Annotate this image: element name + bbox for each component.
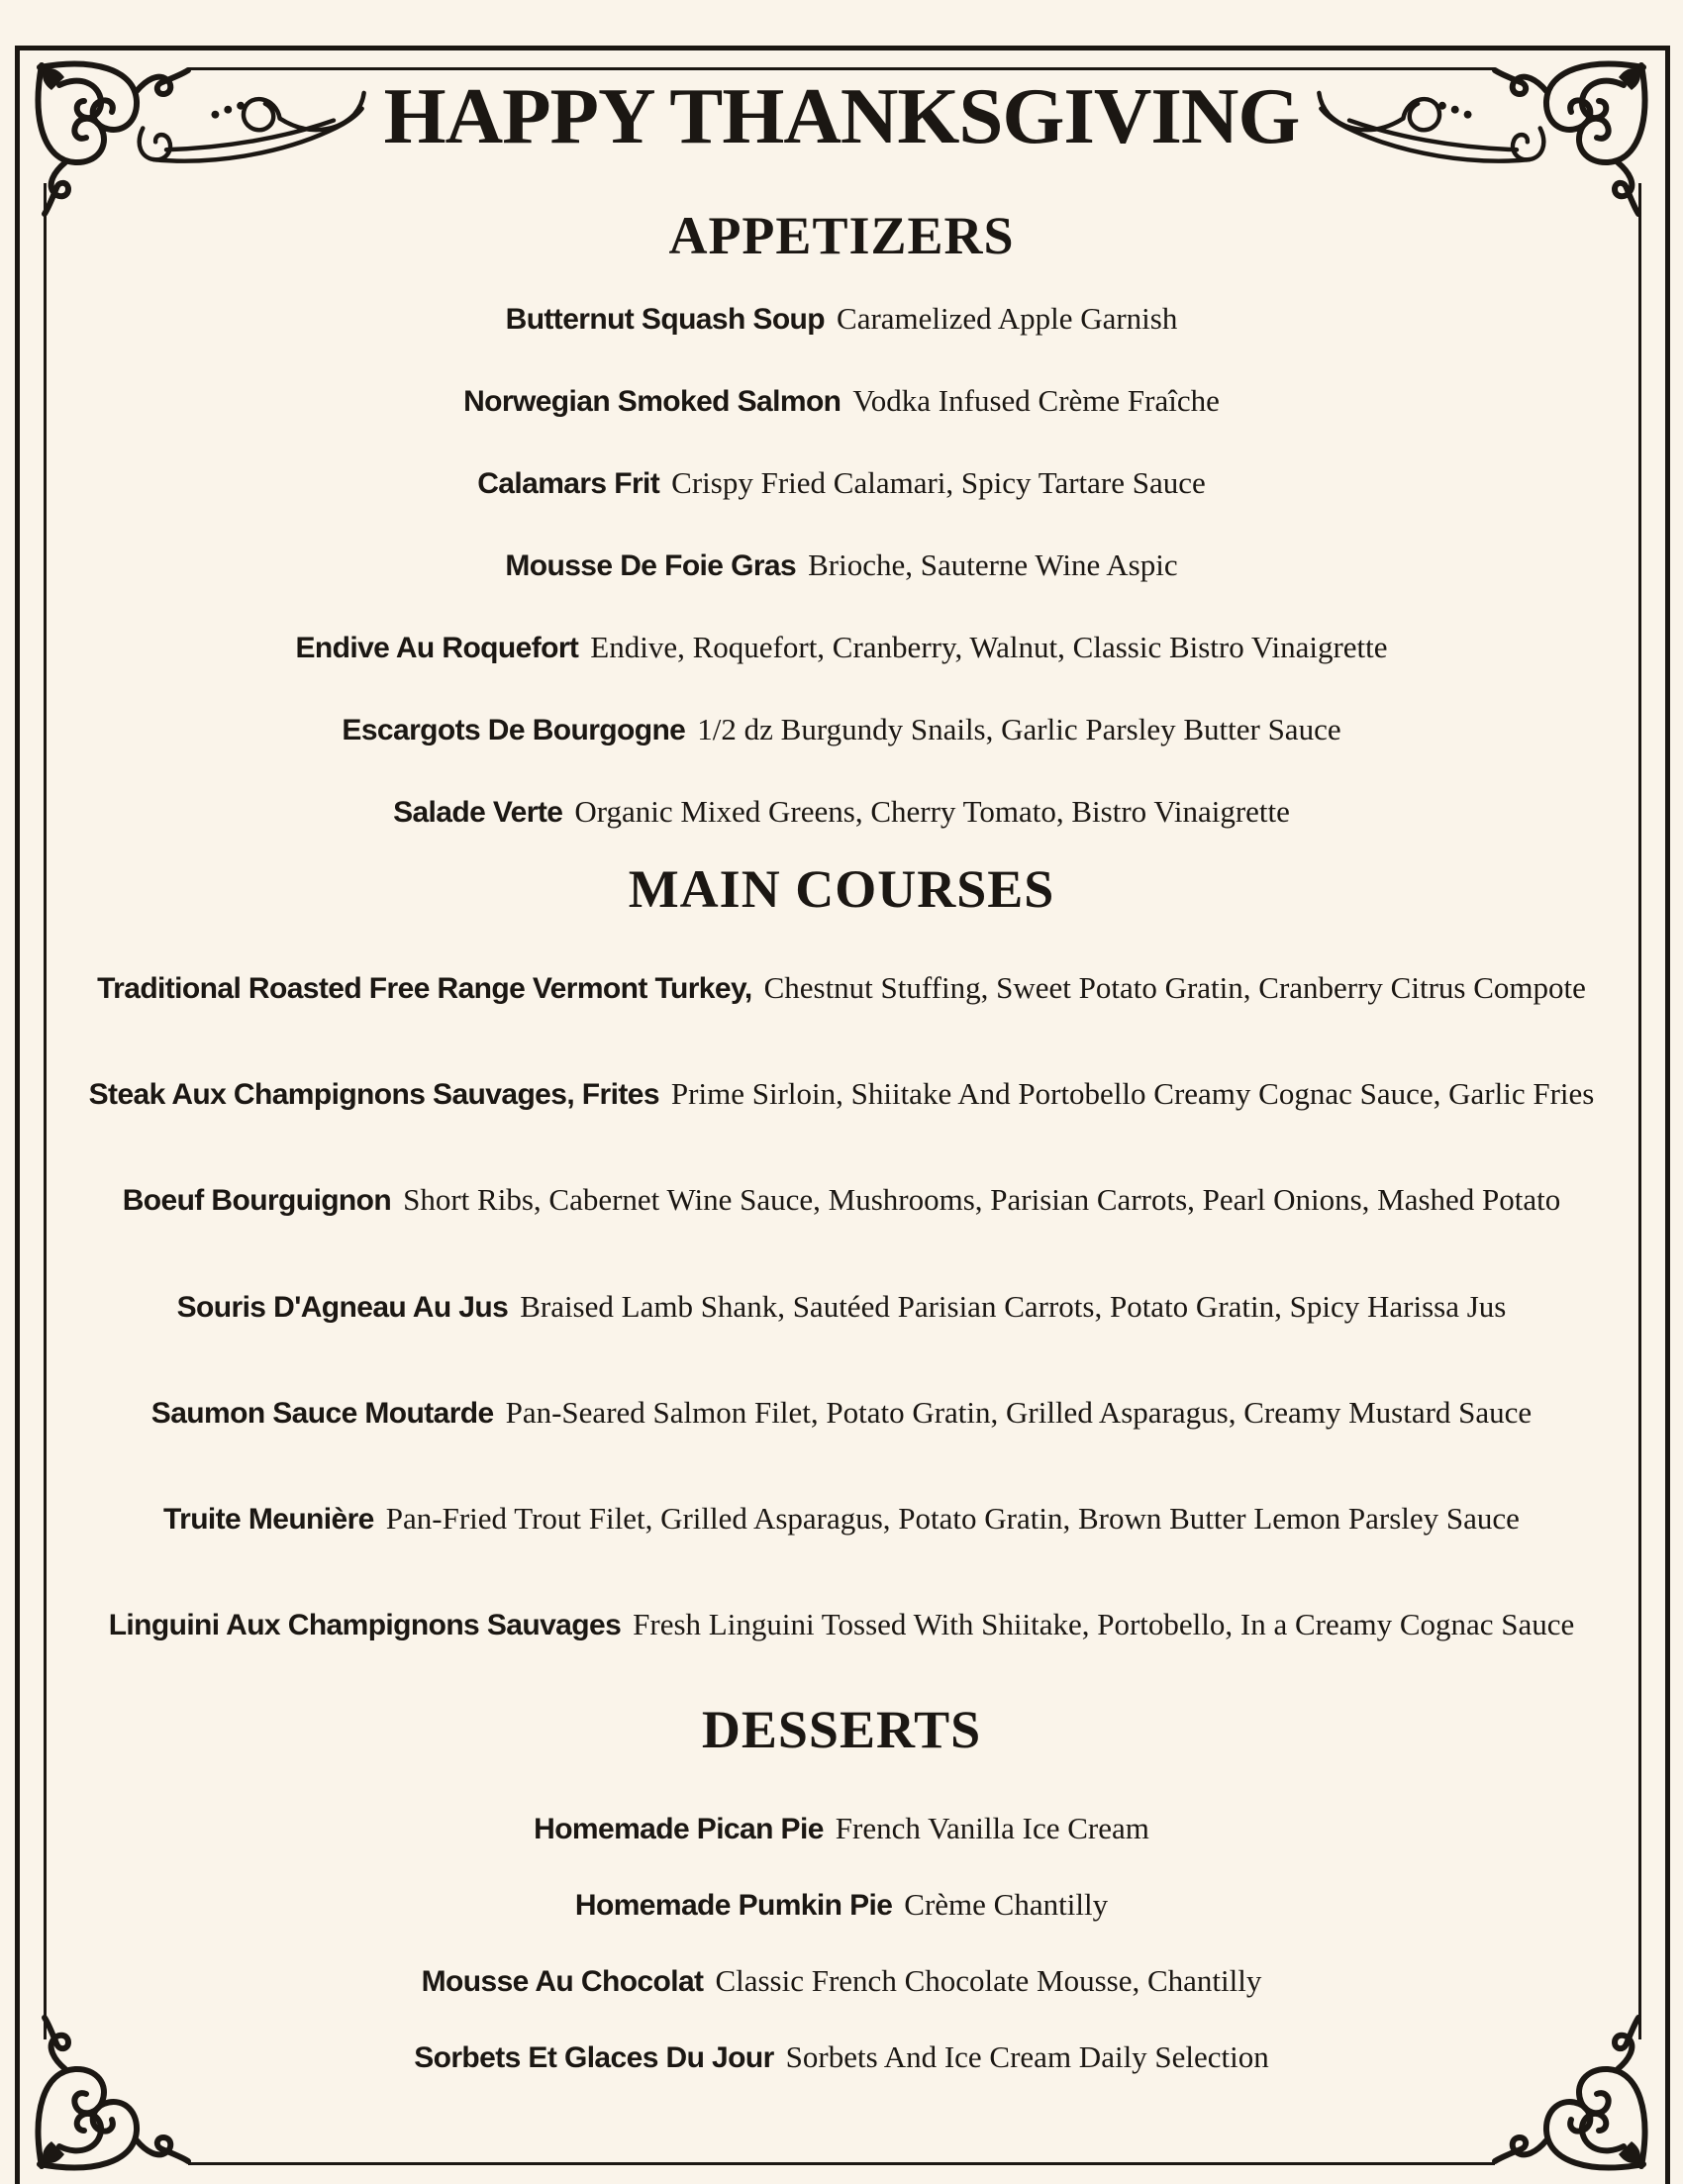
section-heading-desserts: DESSERTS (701, 1700, 982, 1759)
dish-description: Caramelized Apple Garnish (837, 301, 1178, 336)
dish-name: Homemade Pumkin Pie (574, 1889, 893, 1922)
dish-description: Fresh Linguini Tossed With Shiitake, Portobello, In a Creamy Cognac Sauce (633, 1607, 1575, 1641)
menu-item (40, 2037, 1643, 2083)
dish-name: Steak Aux Champignons Sauvages, Frites (88, 1078, 659, 1111)
dish-description: Prime Sirloin, Shiitake And Portobello Creamy Cognac Sauce, Garlic Fries (670, 1076, 1595, 1111)
dish-description: 1/2 dz Burgundy Snails, Garlic Parsley Butter Sauce (697, 712, 1341, 746)
menu-item (40, 299, 1643, 345)
dish-description: Crispy Fried Calamari, Spicy Tartare Sauce (671, 465, 1206, 500)
menu-item (40, 628, 1643, 673)
menu-item (40, 1393, 1643, 1439)
dish-name: Mousse De Foie Gras (505, 549, 797, 582)
dish-description: Endive, Roquefort, Cranberry, Walnut, Classic Bistro Vinaigrette (590, 630, 1388, 664)
page-title: HAPPY THANKSGIVING (383, 71, 1300, 160)
dish-name: Salade Verte (393, 796, 563, 829)
title-flourish-right-icon (1315, 85, 1550, 168)
dish-name: Boeuf Bourguignon (122, 1184, 392, 1217)
menu-item (40, 968, 1643, 1014)
menu-item (40, 792, 1643, 838)
menu-item (40, 546, 1643, 591)
dish-name: Traditional Roasted Free Range Vermont Turkey, (97, 972, 752, 1005)
menu-item (40, 1287, 1643, 1333)
menu-item (40, 1961, 1643, 2007)
menu-item (40, 1605, 1643, 1650)
dish-description: French Vanilla Ice Cream (835, 1811, 1149, 1845)
dish-name: Truite Meunière (163, 1503, 374, 1536)
menu-item (40, 710, 1643, 755)
inner-border-bottom (188, 2162, 1495, 2165)
title-row (0, 63, 1683, 168)
dish-description: Classic French Chocolate Mousse, Chantilly (715, 1963, 1262, 1998)
dish-name: Homemade Pican Pie (534, 1813, 824, 1845)
dish-description: Sorbets And Ice Cream Daily Selection (785, 2039, 1269, 2074)
dish-name: Mousse Au Chocolat (421, 1965, 704, 1998)
dish-name: Norwegian Smoked Salmon (463, 385, 842, 418)
dish-description: Organic Mixed Greens, Cherry Tomato, Bistro Vinaigrette (574, 794, 1290, 829)
dish-description: Crème Chantilly (904, 1887, 1109, 1922)
dish-description: Pan-Fried Trout Filet, Grilled Asparagus, Potato Gratin, Brown Butter Lemon Parsley Sauce (385, 1501, 1520, 1536)
dish-name: Linguini Aux Champignons Sauvages (108, 1609, 622, 1641)
dish-name: Calamars Frit (477, 467, 660, 500)
dish-name: Saumon Sauce Moutarde (150, 1397, 494, 1430)
dish-name: Escargots De Bourgogne (342, 714, 686, 746)
menu-item (40, 463, 1643, 509)
dish-description: Vodka Infused Crème Fraîche (852, 383, 1220, 418)
dish-description: Short Ribs, Cabernet Wine Sauce, Mushrooms, Parisian Carrots, Pearl Onions, Mashed Potato (403, 1182, 1561, 1217)
dish-name: Sorbets Et Glaces Du Jour (414, 2041, 774, 2074)
menu-item (40, 1809, 1643, 1854)
dish-description: Brioche, Sauterne Wine Aspic (808, 547, 1178, 582)
section-heading-main-courses: MAIN COURSES (628, 859, 1055, 919)
menu-item (40, 1499, 1643, 1544)
menu-item (40, 381, 1643, 427)
dish-description: Pan-Seared Salmon Filet, Potato Gratin, Grilled Asparagus, Creamy Mustard Sauce (505, 1395, 1533, 1430)
dish-description: Braised Lamb Shank, Sautéed Parisian Carrots, Potato Gratin, Spicy Harissa Jus (520, 1289, 1507, 1324)
dish-name: Souris D'Agneau Au Jus (176, 1291, 509, 1324)
dish-name: Endive Au Roquefort (295, 632, 579, 664)
menu-item (40, 1074, 1643, 1120)
section-heading-appetizers: APPETIZERS (668, 206, 1015, 265)
dish-name: Butternut Squash Soup (505, 303, 826, 336)
menu-item (40, 1180, 1643, 1226)
title-flourish-left-icon (133, 85, 368, 168)
dish-description: Chestnut Stuffing, Sweet Potato Gratin, Cranberry Citrus Compote (763, 970, 1586, 1005)
menu-item (40, 1885, 1643, 1931)
